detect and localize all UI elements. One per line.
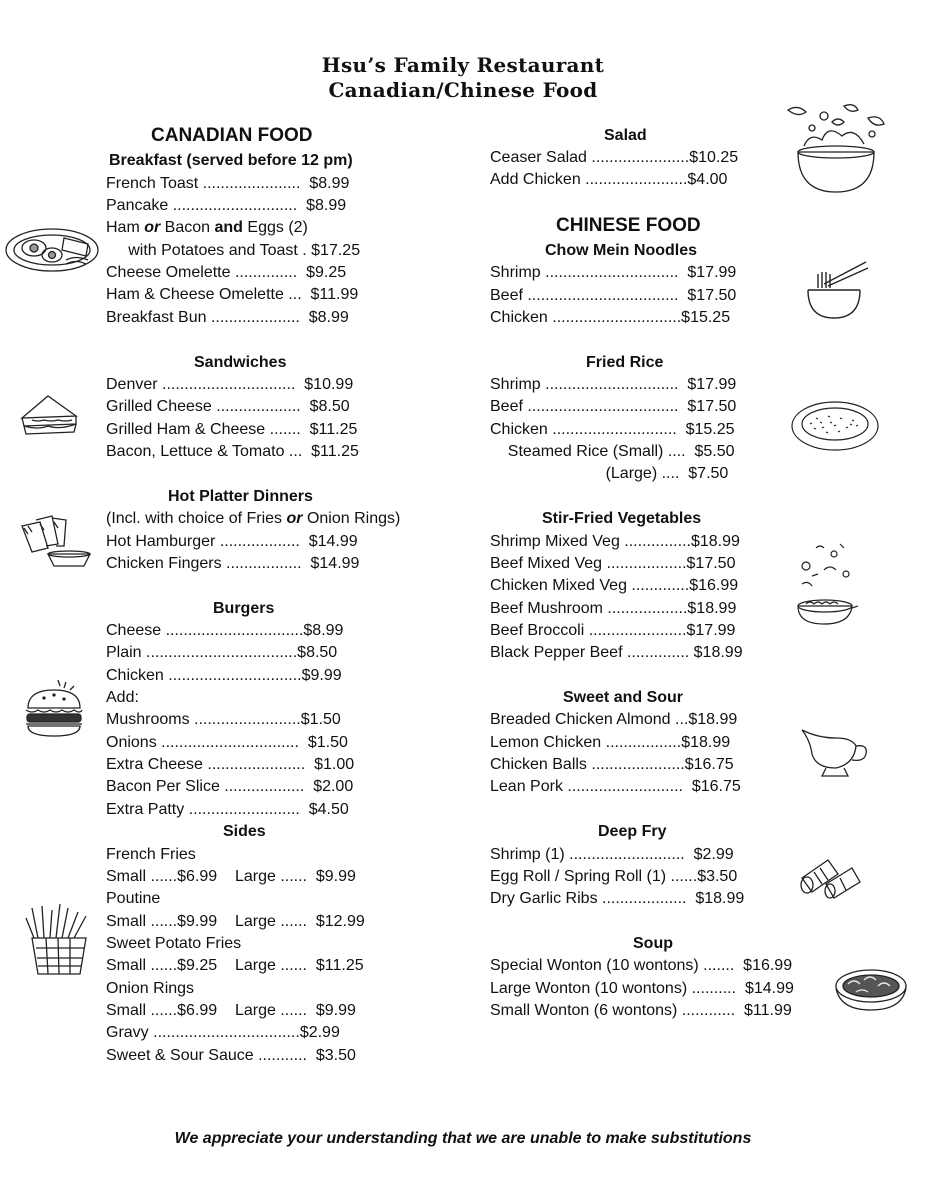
fried-rice-plate-icon bbox=[790, 398, 880, 454]
menu-item: Small ......$9.25 Large ...... $11.25 bbox=[106, 957, 364, 974]
menu-item: Bacon Per Slice .................. $2.00 bbox=[106, 778, 354, 795]
french-fries-icon bbox=[24, 904, 96, 978]
menu-item: Cheese ...............................$8.99 bbox=[106, 622, 344, 639]
menu-item: Special Wonton (10 wontons) ....... $16.99 bbox=[490, 957, 793, 974]
menu-item: Small Wonton (6 wontons) ............ $11.99 bbox=[490, 1002, 792, 1019]
menu-item: Chicken Balls .....................$16.75 bbox=[490, 756, 734, 773]
menu-item: with Potatoes and Toast . $17.25 bbox=[106, 242, 361, 259]
menu-item: Hot Hamburger .................. $14.99 bbox=[106, 533, 358, 550]
menu-item: French Fries bbox=[106, 846, 196, 863]
menu-item: Beef Broccoli ......................$17.99 bbox=[490, 622, 736, 639]
menu-item: Extra Patty ......................... $4.50 bbox=[106, 801, 349, 818]
wonton-soup-icon bbox=[834, 966, 908, 1014]
menu-item: Ham or Bacon and Eggs (2) bbox=[106, 219, 308, 236]
sandwich-icon bbox=[18, 392, 82, 440]
menu-item: Plain ..................................$8.50 bbox=[106, 644, 338, 661]
substitution-note: We appreciate your understanding that we are unable to make substitutions bbox=[174, 1130, 752, 1147]
stir-fried-title: Stir-Fried Vegetables bbox=[542, 510, 702, 527]
menu-item: Denver .............................. $10.99 bbox=[106, 376, 354, 393]
breakfast-title: Breakfast (served before 12 pm) bbox=[109, 152, 353, 169]
chinese-food-column bbox=[490, 0, 830, 1100]
menu-item: Breakfast Bun .................... $8.99 bbox=[106, 309, 349, 326]
sauce-boat-icon bbox=[800, 724, 870, 780]
chow-mein-title: Chow Mein Noodles bbox=[545, 242, 697, 259]
menu-item: Add: bbox=[106, 689, 139, 706]
menu-item: Onions ............................... $1.50 bbox=[106, 734, 348, 751]
menu-item: Chicken Mixed Veg .............$16.99 bbox=[490, 577, 739, 594]
menu-item: Grilled Cheese ................... $8.50 bbox=[106, 398, 350, 415]
menu-item: Cheese Omelette .............. $9.25 bbox=[106, 264, 347, 281]
hot-platter-note: (Incl. with choice of Fries or Onion Rings) bbox=[106, 510, 401, 527]
menu-item: Lean Pork .......................... $16.75 bbox=[490, 778, 741, 795]
menu-item: Shrimp .............................. $17.99 bbox=[490, 264, 737, 281]
egg-roll-icon bbox=[798, 854, 862, 904]
menu-item: Gravy .................................$2.99 bbox=[106, 1024, 340, 1041]
menu-item: Chicken .............................$15.25 bbox=[490, 309, 731, 326]
menu-item: Black Pepper Beef .............. $18.99 bbox=[490, 644, 743, 661]
menu-item: Beef .................................. $17.50 bbox=[490, 398, 737, 415]
salad-title: Salad bbox=[604, 127, 647, 144]
menu-item: Chicken Fingers ................. $14.99 bbox=[106, 555, 360, 572]
menu-item: Poutine bbox=[106, 890, 161, 907]
salad-bowl-icon bbox=[784, 102, 888, 196]
canadian-food-column bbox=[106, 0, 436, 1100]
menu-item: Ham & Cheese Omelette ... $11.99 bbox=[106, 286, 359, 303]
burgers-title: Burgers bbox=[213, 600, 275, 617]
menu-item: Shrimp (1) .......................... $2.99 bbox=[490, 846, 734, 863]
stir-fry-pan-icon bbox=[794, 540, 858, 630]
menu-item: (Large) .... $7.50 bbox=[490, 465, 729, 482]
burger-icon bbox=[22, 678, 86, 742]
menu-item: French Toast ...................... $8.99 bbox=[106, 175, 350, 192]
hot-platter-title: Hot Platter Dinners bbox=[168, 488, 313, 505]
menu-item: Beef Mushroom ..................$18.99 bbox=[490, 600, 737, 617]
menu-item: Small ......$9.99 Large ...... $12.99 bbox=[106, 913, 365, 930]
menu-item: Steamed Rice (Small) .... $5.50 bbox=[490, 443, 735, 460]
menu-item: Chicken ............................ $15.25 bbox=[490, 421, 735, 438]
sides-title: Sides bbox=[223, 823, 266, 840]
menu-item: Beef Mixed Veg ..................$17.50 bbox=[490, 555, 736, 572]
chicken-fingers-icon bbox=[18, 514, 94, 570]
menu-item: Shrimp .............................. $17.99 bbox=[490, 376, 737, 393]
sweet-sour-title: Sweet and Sour bbox=[563, 689, 684, 706]
noodle-bowl-icon bbox=[804, 260, 870, 320]
soup-title: Soup bbox=[633, 935, 673, 952]
menu-item: Chicken ..............................$9.99 bbox=[106, 667, 342, 684]
deep-fry-title: Deep Fry bbox=[598, 823, 667, 840]
sandwiches-title: Sandwiches bbox=[194, 354, 287, 371]
menu-item: Shrimp Mixed Veg ...............$18.99 bbox=[490, 533, 740, 550]
menu-item: Small ......$6.99 Large ...... $9.99 bbox=[106, 1002, 356, 1019]
menu-item: Lemon Chicken .................$18.99 bbox=[490, 734, 731, 751]
menu-item: Egg Roll / Spring Roll (1) ......$3.50 bbox=[490, 868, 738, 885]
fried-rice-title: Fried Rice bbox=[586, 354, 664, 371]
menu-item: Add Chicken .......................$4.00 bbox=[490, 171, 728, 188]
menu-item: Extra Cheese ...................... $1.00 bbox=[106, 756, 355, 773]
restaurant-subtitle: Canadian/Chinese Food bbox=[328, 78, 598, 102]
menu-item: Mushrooms ........................$1.50 bbox=[106, 711, 341, 728]
restaurant-name: Hsu’s Family Restaurant bbox=[321, 53, 605, 77]
menu-item: Small ......$6.99 Large ...... $9.99 bbox=[106, 868, 356, 885]
breakfast-plate-icon bbox=[4, 222, 100, 274]
menu-item: Dry Garlic Ribs ................... $18.99 bbox=[490, 890, 745, 907]
menu-item: Onion Rings bbox=[106, 980, 195, 997]
menu-item: Sweet & Sour Sauce ........... $3.50 bbox=[106, 1047, 356, 1064]
menu-item: Breaded Chicken Almond ...$18.99 bbox=[490, 711, 738, 728]
menu-item: Large Wonton (10 wontons) .......... $14.99 bbox=[490, 980, 794, 997]
canadian-food-heading: CANADIAN FOOD bbox=[151, 125, 313, 146]
menu-item: Grilled Ham & Cheese ....... $11.25 bbox=[106, 421, 358, 438]
chinese-food-heading: CHINESE FOOD bbox=[556, 215, 701, 236]
menu-item: Sweet Potato Fries bbox=[106, 935, 242, 952]
menu-item: Beef .................................. $17.50 bbox=[490, 287, 737, 304]
menu-item: Ceaser Salad ......................$10.25 bbox=[490, 149, 739, 166]
menu-item: Pancake ............................ $8.99 bbox=[106, 197, 347, 214]
menu-item: Bacon, Lettuce & Tomato ... $11.25 bbox=[106, 443, 359, 460]
